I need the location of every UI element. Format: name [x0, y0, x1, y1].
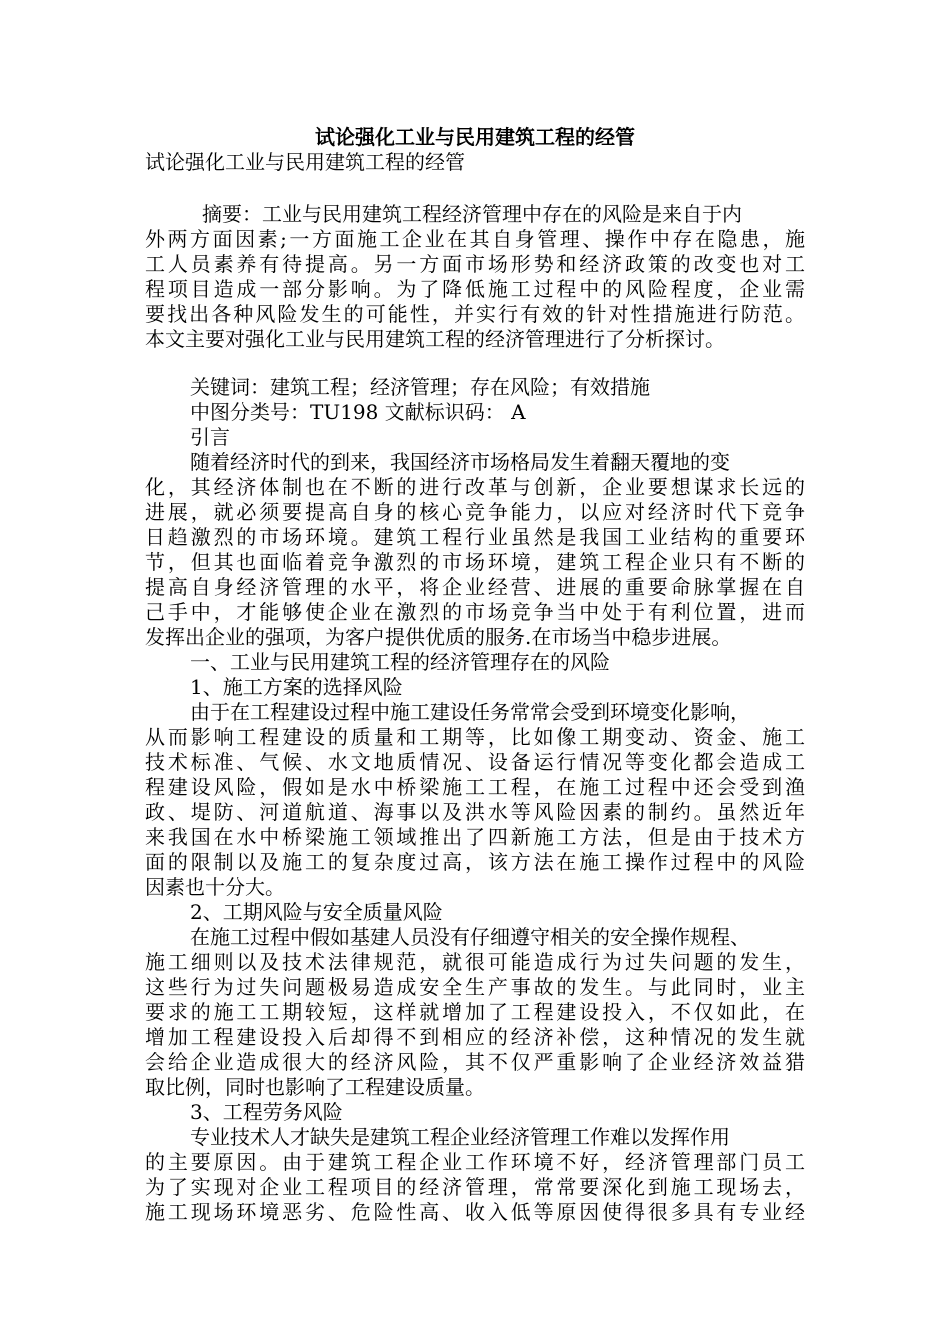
intro-line: 提高自身经济管理的水平，将企业经营、进展的重要命脉掌握在自: [145, 575, 805, 599]
sub2-line: 增加工程建设投入后却得不到相应的经济补偿，这种情况的发生就: [145, 1025, 805, 1049]
document-title: 试论强化工业与民用建筑工程的经管: [315, 125, 635, 149]
abstract-line: 程项目造成一部分影响。为了降低施工过程中的风险程度，企业需: [145, 277, 805, 301]
intro-line: 己手中，才能够使企业在激烈的市场竞争当中处于有利位置，进而: [145, 600, 805, 624]
intro-line: 节，但其也面临着竞争激烈的市场环境，建筑工程企业只有不断的: [145, 550, 805, 574]
sub1-line: 程建设风险，假如是水中桥梁施工工程，在施工过程中还会受到渔: [145, 775, 805, 799]
sub1-line: 从而影响工程建设的质量和工期等，比如像工期变动、资金、施工: [145, 725, 805, 749]
intro-line: 化，其经济体制也在不断的进行改革与创新，企业要想谋求长远的: [145, 475, 805, 499]
sub3-line: 专业技术人才缺失是建筑工程企业经济管理工作难以发挥作用: [190, 1125, 730, 1149]
abstract-line: 摘要：工业与民用建筑工程经济管理中存在的风险是来自于内: [202, 202, 742, 226]
sub1-line: 来我国在水中桥梁施工领域推出了四新施工方法，但是由于技术方: [145, 825, 805, 849]
sub2-line: 这些行为过失问题极易造成安全生产事故的发生。与此同时，业主: [145, 975, 805, 999]
sub2-line: 取比例，同时也影响了工程建设质量。: [145, 1075, 485, 1099]
intro-line: 发挥出企业的强项，为客户提供优质的服务.在市场当中稳步进展。: [145, 625, 732, 649]
sub3-line: 的主要原因。由于建筑工程企业工作环境不好，经济管理部门员工: [145, 1150, 805, 1174]
document-subtitle: 试论强化工业与民用建筑工程的经管: [145, 150, 465, 174]
intro-line: 日趋激烈的市场环境。建筑工程行业虽然是我国工业结构的重要环: [145, 525, 805, 549]
sub2-line: 在施工过程中假如基建人员没有仔细遵守相关的安全操作规程、: [190, 925, 750, 949]
sub1-line: 由于在工程建设过程中施工建设任务常常会受到环境变化影响，: [190, 700, 750, 724]
sub1-line: 面的限制以及施工的复杂度过高，该方法在施工操作过程中的风险: [145, 850, 805, 874]
abstract-line: 工人员素养有待提高。另一方面市场形势和经济政策的改变也对工: [145, 252, 805, 276]
intro-line: 随着经济时代的到来，我国经济市场格局发生着翻天覆地的变: [190, 450, 730, 474]
sub3-line: 施工现场环境恶劣、危险性高、收入低等原因使得很多具有专业经: [145, 1200, 805, 1224]
subsection-heading: 1、施工方案的选择风险: [190, 675, 403, 699]
sub2-line: 要求的施工工期较短，这样就增加了工程建设投入，不仅如此，在: [145, 1000, 805, 1024]
abstract-line: 要找出各种风险发生的可能性，并实行有效的针对性措施进行防范。: [145, 302, 805, 326]
section-heading: 一、工业与民用建筑工程的经济管理存在的风险: [190, 650, 610, 674]
sub3-line: 为了实现对企业工程项目的经济管理，常常要深化到施工现场去，: [145, 1175, 805, 1199]
sub2-line: 会给企业造成很大的经济风险，其不仅严重影响了企业经济效益猎: [145, 1050, 805, 1074]
sub1-line: 因素也十分大。: [145, 875, 285, 899]
sub2-line: 施工细则以及技术法律规范，就很可能造成行为过失问题的发生，: [145, 950, 805, 974]
abstract-line: 外两方面因素;一方面施工企业在其自身管理、操作中存在隐患，施: [145, 227, 805, 251]
subsection-heading: 2、工期风险与安全质量风险: [190, 900, 443, 924]
sub1-line: 政、堤防、河道航道、海事以及洪水等风险因素的制约。虽然近年: [145, 800, 805, 824]
classification: 中图分类号：TU198 文献标识码： A: [190, 400, 526, 424]
intro-heading: 引言: [190, 425, 230, 449]
keywords: 关键词：建筑工程；经济管理；存在风险；有效措施: [190, 375, 650, 399]
subsection-heading: 3、工程劳务风险: [190, 1100, 343, 1124]
sub1-line: 技术标准、气候、水文地质情况、设备运行情况等变化都会造成工: [145, 750, 805, 774]
intro-line: 进展，就必须要提高自身的核心竞争能力，以应对经济时代下竞争: [145, 500, 805, 524]
abstract-line: 本文主要对强化工业与民用建筑工程的经济管理进行了分析探讨。: [145, 327, 725, 351]
